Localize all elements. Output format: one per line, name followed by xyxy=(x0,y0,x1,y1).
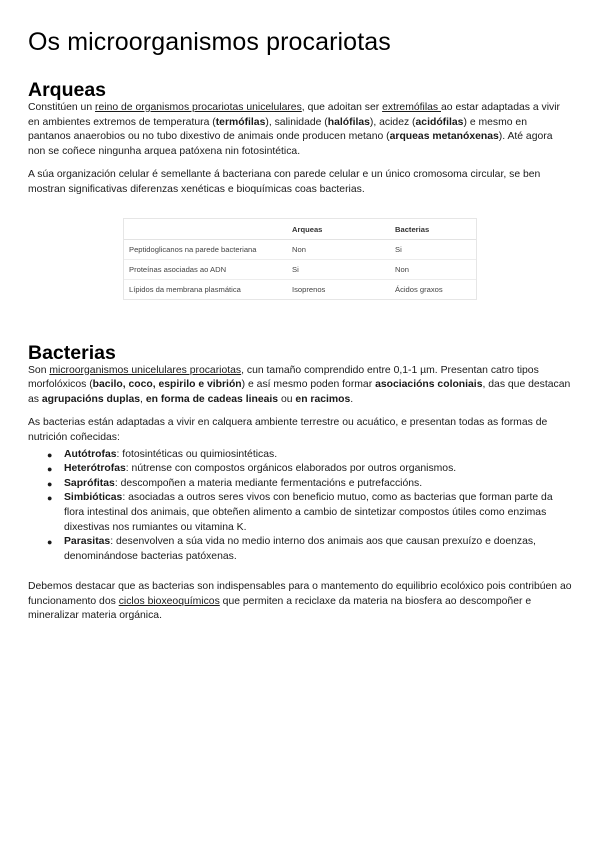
table-cell: Non xyxy=(288,239,391,259)
bacterias-paragraph-1 xyxy=(28,364,572,408)
text-run: ), salinidade ( xyxy=(265,116,328,128)
bullet-icon: ● xyxy=(47,449,53,460)
text-run: ), acidez ( xyxy=(369,116,416,128)
text-run: ) e mesmo en pantanos anaerobios ou no tubo dixestivo de animais onde producen metano ( xyxy=(28,116,527,143)
bold-tipos-morfoloxicos: bacilo, coco, espirilo e vibrión xyxy=(92,379,242,391)
text-run: Debemos destacar que as bacterias son indispensables para o mantemento do equilibrio ecolóxico pois contribúen ao funcionamento dos xyxy=(28,581,572,607)
text-run: Son xyxy=(28,364,50,376)
bold-halofilas: halófilas xyxy=(327,116,370,128)
text-run: que permiten a reciclaxe da materia na biosfera ao descompoñer e mineralizar materia orgánica. xyxy=(28,595,532,622)
text-run: ) e así mesmo poden formar xyxy=(241,379,376,391)
list-term: Autótrofas xyxy=(64,448,117,460)
table-cell: Si xyxy=(391,239,476,259)
arqueas-paragraph-1 xyxy=(28,101,572,159)
bacterias-paragraph-3 xyxy=(28,580,572,624)
bold-metanoxenas: arqueas metanóxenas xyxy=(389,131,499,143)
list-term: Heterótrofas xyxy=(64,463,126,475)
text-run: ou xyxy=(278,393,296,405)
link-ciclos-bioxeoquimicos[interactable]: ciclos bioxeoquímicos xyxy=(118,595,220,607)
page-title: Os microorganismos procariotas xyxy=(28,28,391,56)
table-header-cell xyxy=(124,219,288,240)
list-text: : desenvolven a súa vida no medio interno dos animais aos que causan prexuízo e doenzas, denominándose bacterias patóxenas. xyxy=(64,536,536,562)
table-header-row xyxy=(124,219,476,240)
bold-termofilas: termófilas xyxy=(215,116,266,128)
bullet-icon: ● xyxy=(47,478,53,489)
list-term: Saprófitas xyxy=(64,477,115,489)
section-bacterias xyxy=(28,342,572,625)
link-microorganismos-unicelulares[interactable]: microorganismos unicelulares procariotas xyxy=(49,364,242,376)
text-run: , cun tamaño comprendido entre 0,1-1 µm. Presentan catro tipos morfolóxicos ( xyxy=(28,364,539,391)
table-row xyxy=(124,259,476,279)
bold-racimos: en racimos xyxy=(295,393,351,405)
text-run: Constitúen un xyxy=(28,102,96,113)
text-run: ao estar adaptadas a vivir en ambientes extremos de temperatura ( xyxy=(28,102,560,128)
table-cell: Non xyxy=(391,259,476,279)
list-item xyxy=(28,448,572,463)
bullet-icon: ● xyxy=(47,464,53,475)
bullet-icon: ● xyxy=(47,493,53,504)
table-header-cell: Bacterias xyxy=(391,219,476,240)
arqueas-paragraph-2: A súa organización celular é semellante á bacteriana con parede celular e un único cromosoma circular, se ben mostran significativas diferenzas xenéticas e bioquímicas coas bacterias. xyxy=(28,169,541,195)
comparison-table-grid xyxy=(124,219,476,299)
text-run: , xyxy=(140,393,146,405)
text-run: . xyxy=(350,393,354,405)
table-row xyxy=(124,279,476,299)
bold-acidofilas: acidófilas xyxy=(415,116,464,128)
table-cell: Isoprenos xyxy=(292,284,326,294)
section-arqueas xyxy=(28,79,572,300)
list-term: Simbióticas xyxy=(64,492,123,504)
text-run: , que adoitan ser xyxy=(301,102,383,113)
list-item xyxy=(28,477,572,492)
list-text: : asociadas a outros seres vivos con beneficio mutuo, como as bacterias que forman parte da flora intestinal dos animais, que obteñen alimento a cambio de sintetizar compostos útiles como enzimas dixestivas nos rumiantes ou vitamina K. xyxy=(64,492,553,533)
table-cell: Lípidos da membrana plasmática xyxy=(129,284,241,294)
table-cell: Si xyxy=(288,259,391,279)
list-text: : fotosintéticas ou quimiosintéticas. xyxy=(116,448,278,460)
list-item xyxy=(28,535,572,564)
comparison-table xyxy=(123,218,477,300)
link-reino-procariotas[interactable]: reino de organismos procariotas unicelulares xyxy=(95,102,302,113)
text-run: ). Até agora non se coñece ningunha arquea patóxena nin fotosintética. xyxy=(28,131,553,157)
link-extremofilas[interactable]: extremófilas xyxy=(382,102,441,113)
nutrition-list xyxy=(28,448,572,565)
table-cell: Ácidos graxos xyxy=(395,284,443,294)
list-item xyxy=(28,462,572,477)
bold-cadeas-lineais: en forma de cadeas lineais xyxy=(145,393,279,405)
bacterias-paragraph-2: As bacterias están adaptadas a vivir en calquera ambiente terrestre ou acuático, e presentan todas as formas de nutrición coñecidas: xyxy=(28,417,548,443)
bold-asociacions: asociacións coloniais xyxy=(375,379,483,391)
bold-agrupacions-duplas: agrupacións duplas xyxy=(41,393,141,405)
table-row xyxy=(124,239,476,259)
list-term: Parasitas xyxy=(64,536,111,548)
text-run: , das que destacan as xyxy=(28,379,571,405)
list-text: : nútrense con compostos orgánicos elaborados por outros organismos. xyxy=(125,463,457,475)
table-cell: Proteínas asociadas ao ADN xyxy=(124,259,288,279)
list-item xyxy=(28,491,572,535)
table-header-cell: Arqueas xyxy=(288,219,391,240)
heading-bacterias: Bacterias xyxy=(28,341,116,364)
heading-arqueas: Arqueas xyxy=(28,79,107,101)
table-cell: Peptidoglicanos na parede bacteriana xyxy=(124,239,288,259)
bullet-icon: ● xyxy=(47,537,53,548)
list-text: : descompoñen a materia mediante fermentacións e putrefaccións. xyxy=(114,477,423,489)
